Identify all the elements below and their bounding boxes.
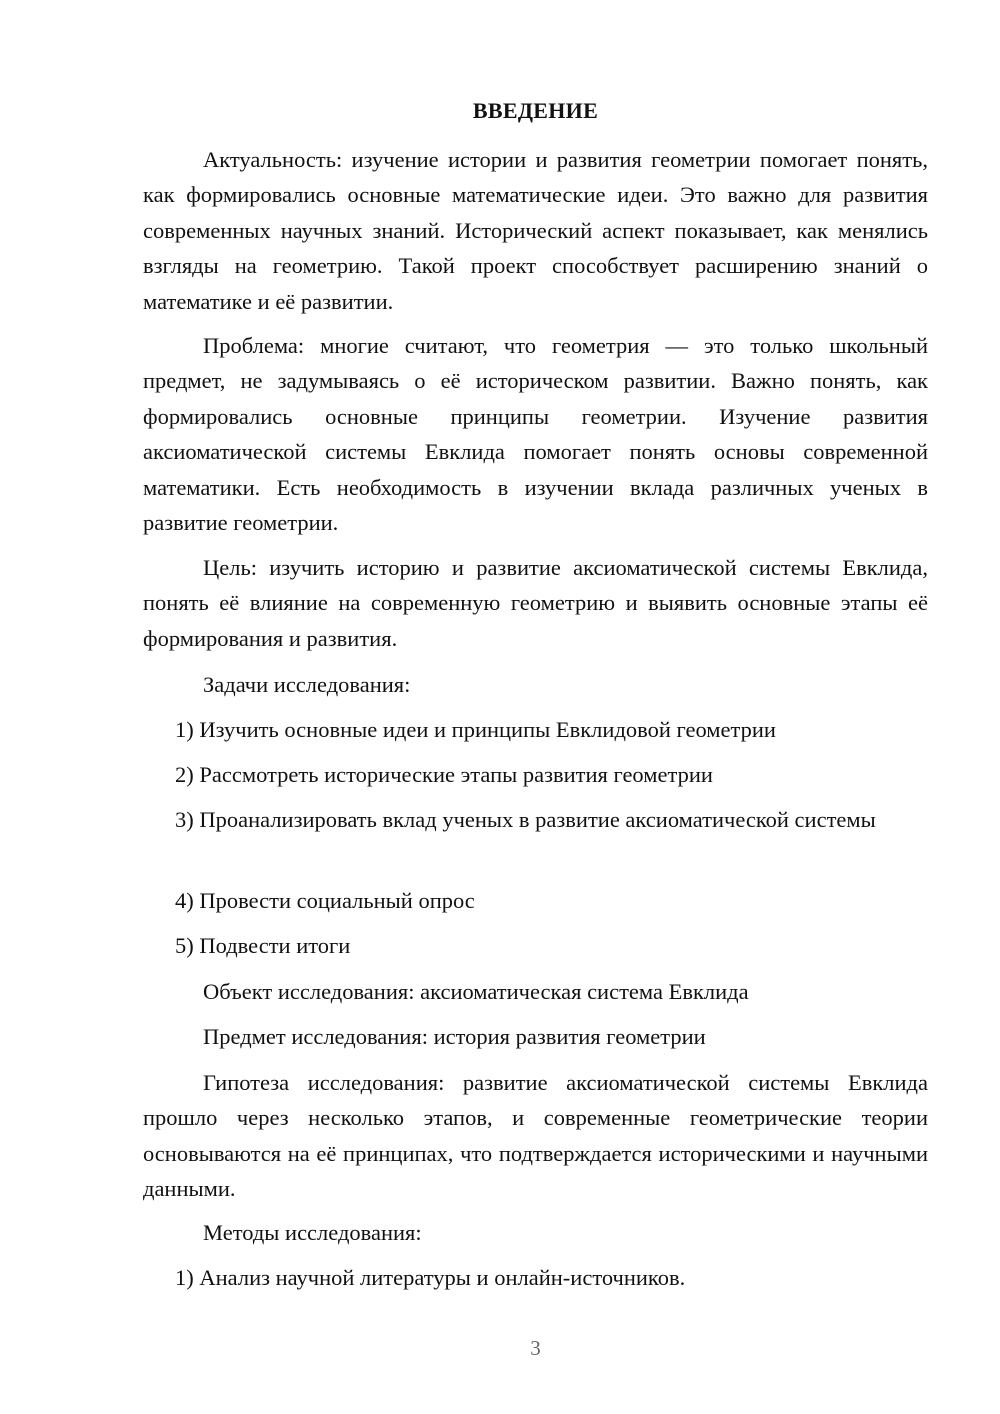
methods-heading: Методы исследования: [203, 1220, 422, 1245]
document-page [143, 0, 928, 1414]
object-paragraph: Объект исследования: аксиоматическая система Евклида [203, 979, 749, 1004]
problem-paragraph: Проблема: многие считают, что геометрия — это только школьный предмет, не задумываясь о её историческом развитии. Важно понять, как формировались основные принципы геометрии. Изучение развития аксиоматической системы Евклида помогает понять основы современной математики. Есть необходимость в изучении вклада различных ученых в развитие геометрии. [143, 333, 928, 536]
section-heading: ВВЕДЕНИЕ [472, 98, 599, 123]
page-number: 3 [530, 1336, 541, 1360]
subject-paragraph: Предмет исследования: история развития геометрии [203, 1024, 706, 1049]
task-item-1: 1) Изучить основные идеи и принципы Евклидовой геометрии [175, 717, 776, 742]
hypothesis-paragraph: Гипотеза исследования: развитие аксиоматической системы Евклида прошло через несколько этапов, и современные геометрические теории основываются на её принципах, что подтверждается историческими и научными данными. [143, 1070, 928, 1202]
relevance-paragraph: Актуальность: изучение истории и развития геометрии помогает понять, как формировались основные математические идеи. Это важно для развития современных научных знаний. Исторический аспект показывает, как менялись взгляды на геометрию. Такой проект способствует расширению знаний о математике и её развитии. [143, 147, 928, 314]
tasks-heading: Задачи исследования: [203, 672, 411, 697]
goal-paragraph: Цель: изучить историю и развитие аксиоматической системы Евклида, понять её влияние на современную геометрию и выявить основные этапы её формирования и развития. [143, 555, 928, 651]
task-item-2: 2) Рассмотреть исторические этапы развития геометрии [175, 762, 713, 787]
task-item-4: 4) Провести социальный опрос [175, 888, 475, 913]
task-item-5: 5) Подвести итоги [175, 933, 351, 958]
task-item-3: 3) Проанализировать вклад ученых в развитие аксиоматической системы [175, 807, 876, 832]
method-item-1: 1) Анализ научной литературы и онлайн-источников. [175, 1265, 686, 1290]
